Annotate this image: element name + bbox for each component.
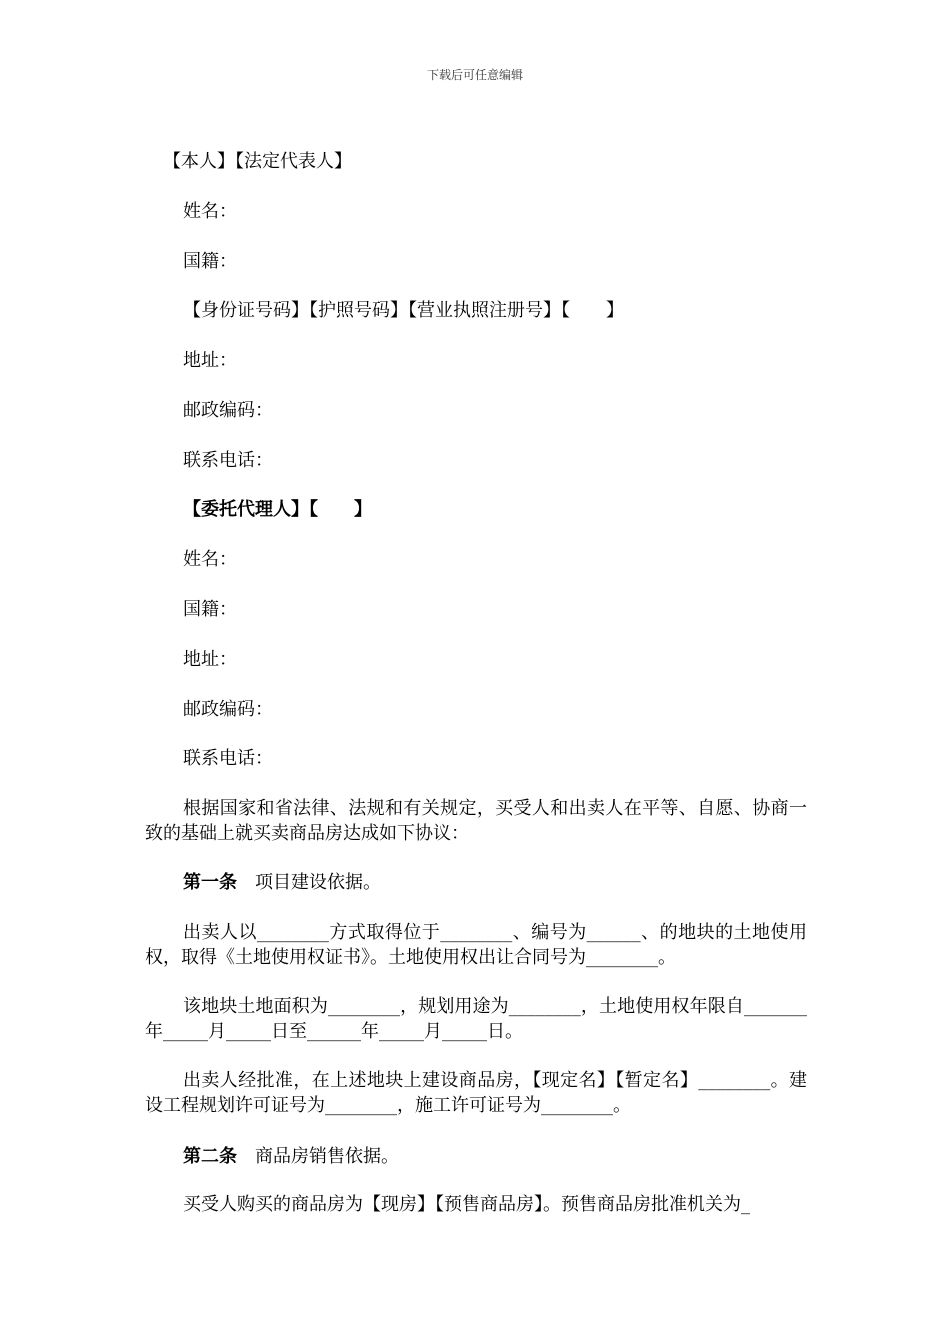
article2-heading: 第二条 bbox=[183, 1146, 237, 1167]
agent-address-label: 地址： bbox=[183, 649, 237, 670]
page-header-note: 下载后可任意编辑 bbox=[426, 68, 523, 82]
agent-role-line: 【委托代理人】【 】 bbox=[183, 499, 372, 520]
article2-paragraph-1: 买受人购买的商品房为【现房】【预售商品房】。预售商品房批准机关为_ bbox=[183, 1194, 750, 1215]
party-name-label: 姓名： bbox=[183, 201, 237, 222]
article1-title: 项目建设依据。 bbox=[255, 872, 381, 893]
agent-phone-label: 联系电话： bbox=[183, 748, 273, 769]
party-nationality-label: 国籍： bbox=[183, 251, 237, 272]
article1-heading-line bbox=[183, 870, 381, 896]
party-phone-label: 联系电话： bbox=[183, 450, 273, 471]
article2-heading-line bbox=[183, 1144, 399, 1170]
party-id-line: 【身份证号码】【护照号码】【营业执照注册号】【 】 bbox=[183, 300, 624, 321]
article2-title: 商品房销售依据。 bbox=[255, 1146, 399, 1167]
article1-paragraph-3: 出卖人经批准，在上述地块上建设商品房，【现定名】【暂定名】________。建设工程规划许可证号为________，施工许可证号为________。 bbox=[145, 1070, 807, 1116]
party-role-line: 【本人】【法定代表人】 bbox=[163, 151, 352, 172]
article1-heading: 第一条 bbox=[183, 872, 237, 893]
article1-paragraph-1: 出卖人以________方式取得位于________、编号为______、的地块的土地使用权，取得《土地使用权证书》。土地使用权出让合同号为________。 bbox=[145, 922, 807, 968]
preamble-paragraph: 根据国家和省法律、法规和有关规定，买受人和出卖人在平等、自愿、协商一致的基础上就买卖商品房达成如下协议： bbox=[145, 798, 807, 844]
article1-paragraph-2: 该地块土地面积为________，规划用途为________，土地使用权年限自_______年_____月_____日至______年_____月_____日。 bbox=[145, 996, 807, 1042]
agent-nationality-label: 国籍： bbox=[183, 599, 237, 620]
agent-name-label: 姓名： bbox=[183, 549, 237, 570]
agent-postcode-label: 邮政编码： bbox=[183, 699, 273, 720]
party-address-label: 地址： bbox=[183, 350, 237, 371]
party-postcode-label: 邮政编码： bbox=[183, 400, 273, 421]
